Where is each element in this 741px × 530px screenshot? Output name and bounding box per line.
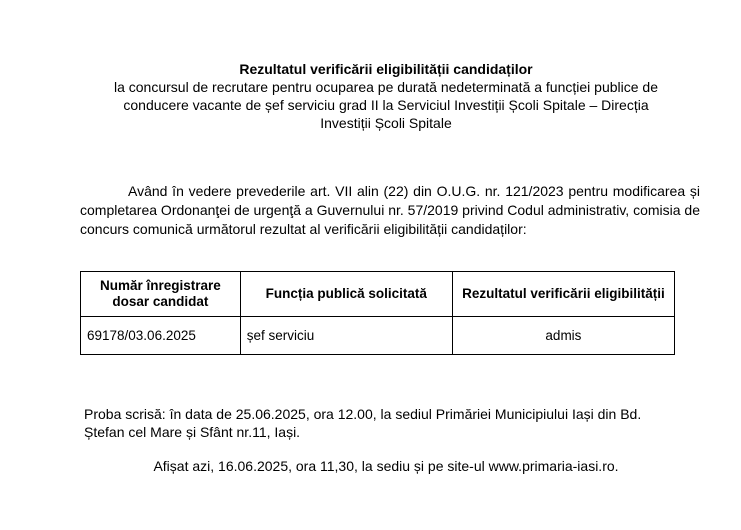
proba-line-1: Proba scrisă: în data de 25.06.2025, ora 12.00, la sediul Primăriei Municipiului Iași din Bd. — [84, 406, 642, 422]
header-numar-inregistrare: Număr înregistrare dosar candidat — [81, 272, 241, 317]
document-header — [80, 60, 692, 132]
header-rezultat: Rezultatul verificării eligibilității — [452, 272, 674, 317]
results-table — [80, 271, 675, 355]
table-header-row — [81, 272, 675, 317]
proba-line-2: Ștefan cel Mare și Sfânt nr.11, Iași. — [84, 424, 301, 440]
cell-rezultat: admis — [452, 317, 674, 355]
afisat-note: Afișat azi, 16.06.2025, ora 11,30, la sediu și pe site-ul www.primaria-iasi.ro. — [153, 458, 619, 474]
header-line-1: la concursul de recrutare pentru ocuparea pe durată nedeterminată a funcției publice de — [113, 79, 658, 95]
intro-paragraph: Având în vedere prevederile art. VII alin (22) din O.U.G. nr. 121/2023 pentru modificarea și completarea Ordonanţei de urgenţă a Guvernului nr. 57/2019 privind Codul administrativ, comisia de concurs comunică următorul rezultat al verificării eligibilității candidaților: — [80, 183, 700, 237]
header-line-3: Investiții Școli Spitale — [320, 115, 452, 131]
proba-scrisa-note — [84, 405, 684, 441]
header-functia-publica: Funcția publică solicitată — [240, 272, 452, 317]
cell-functia: șef serviciu — [240, 317, 452, 355]
cell-numar: 69178/03.06.2025 — [81, 317, 241, 355]
document-title: Rezultatul verificării eligibilității candidaților — [239, 61, 533, 77]
header-line-2: conducere vacante de șef serviciu grad II la Serviciul Investiții Școli Spitale – Direcția — [123, 97, 649, 113]
table-row — [81, 317, 675, 355]
